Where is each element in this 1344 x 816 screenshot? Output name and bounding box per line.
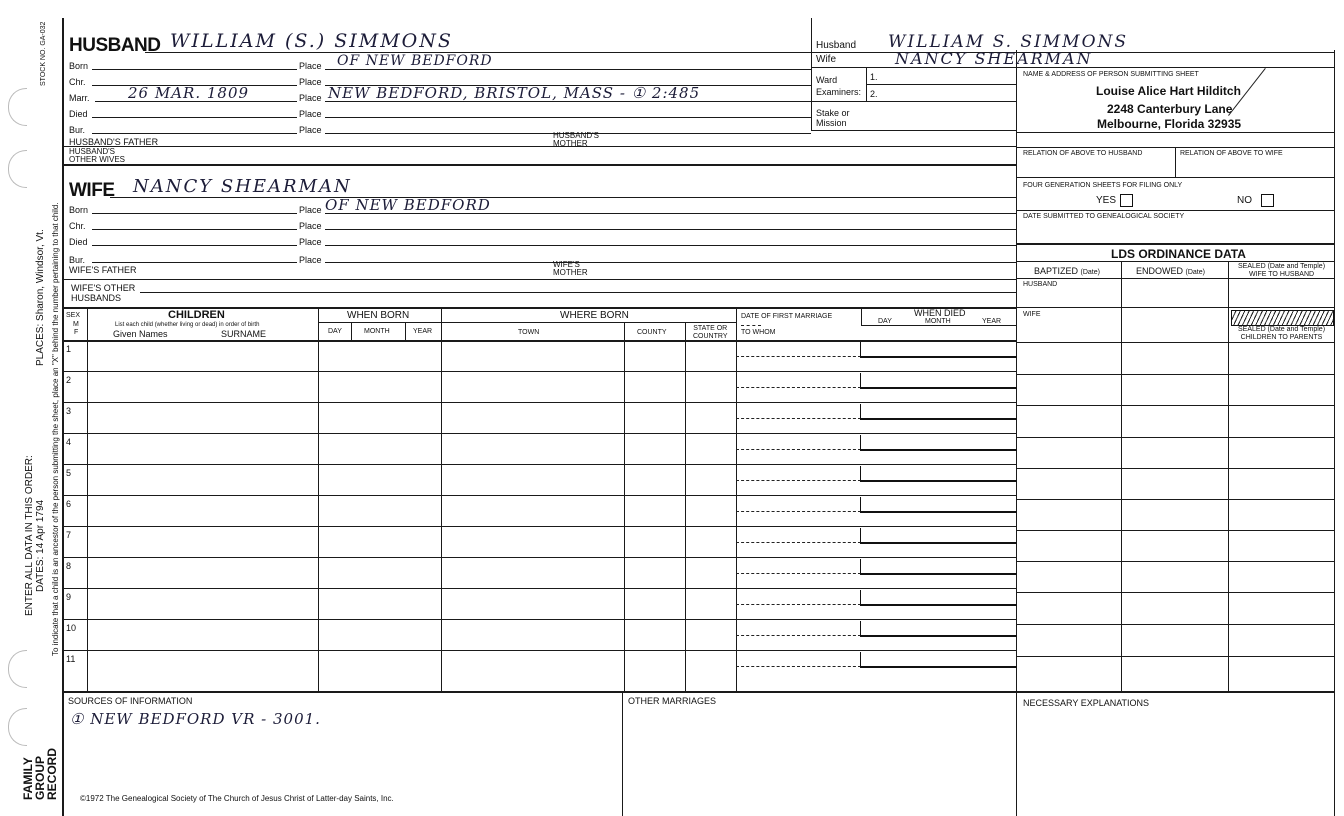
relation-wife-label: RELATION OF ABOVE TO WIFE	[1180, 150, 1283, 157]
wife-chr-place-label: Place	[299, 221, 322, 231]
husband-other-wives-label	[69, 148, 125, 164]
footer-top	[62, 691, 1335, 693]
to-whom-label: TO WHOM	[741, 329, 776, 336]
section-divider	[811, 18, 812, 131]
husband-born-label: Born	[69, 61, 89, 71]
rh-wife-value: NANCY SHEARMAN	[895, 49, 1093, 68]
col-line	[736, 307, 737, 691]
date-submitted-label: DATE SUBMITTED TO GENEALOGICAL SOCIETY	[1023, 213, 1185, 220]
line	[811, 130, 1016, 131]
surname-label: SURNAME	[221, 329, 267, 339]
child-row-number: 9	[66, 592, 72, 602]
sealed-hatch	[1231, 310, 1334, 326]
died-month-label: MONTH	[925, 318, 951, 325]
explanations-label: NECESSARY EXPLANATIONS	[1023, 698, 1150, 708]
lds-row-line	[1016, 437, 1335, 438]
county-label: COUNTY	[637, 329, 667, 336]
submitter-label: NAME & ADDRESS OF PERSON SUBMITTING SHEET	[1023, 71, 1199, 78]
child-row-number: 5	[66, 468, 72, 478]
sealed-wife-label	[1238, 263, 1325, 279]
endowed-label	[1136, 266, 1205, 278]
sources-value: ① NEW BEDFORD VR - 3001.	[70, 710, 321, 728]
line	[140, 292, 1016, 293]
endowed-date-text: (Date)	[1185, 269, 1205, 276]
wife-other-husbands-label	[71, 283, 135, 303]
dates-note: DATES: 14 Apr 1794	[35, 499, 46, 592]
line	[811, 67, 1335, 68]
wife-died-label: Died	[69, 237, 88, 247]
lds-row-line	[1016, 592, 1335, 593]
line	[325, 262, 1016, 263]
child-row-number: 2	[66, 375, 72, 385]
wife-bur-place-label: Place	[299, 255, 322, 265]
col-line	[441, 307, 442, 691]
row-line	[62, 464, 1016, 465]
line	[92, 117, 297, 118]
baptized-text: BAPTIZED	[1034, 266, 1079, 276]
right-panel-border	[1016, 50, 1017, 816]
form-title-line1: FAMILY	[21, 757, 35, 800]
col-line	[351, 322, 352, 340]
lds-husband-label: HUSBAND	[1023, 281, 1058, 288]
marriage-dash-line	[736, 449, 861, 450]
marriage-dash-line	[736, 511, 861, 512]
rh-husband-label: Husband	[816, 40, 857, 51]
marriage-dash-line	[736, 480, 861, 481]
died-bracket	[860, 590, 1017, 606]
line	[92, 133, 297, 134]
marriage-dash-line	[736, 387, 861, 388]
wife-father-label: WIFE'S FATHER	[69, 265, 137, 275]
sealed-wife-line2: WIFE TO HUSBAND	[1248, 271, 1315, 278]
row-line	[62, 588, 1016, 589]
marriage-dash-line	[736, 604, 861, 605]
line	[861, 325, 1016, 326]
wife-bur-label: Bur.	[69, 255, 86, 265]
examiner-2: 2.	[870, 89, 878, 99]
row-line	[62, 402, 1016, 403]
line	[441, 322, 736, 323]
rh-wife-label: Wife	[816, 54, 836, 65]
died-bracket	[860, 621, 1017, 637]
husband-marr-place-label: Place	[299, 93, 322, 103]
lds-row-line	[1016, 530, 1335, 531]
punch-hole	[8, 650, 27, 688]
ancestor-instruction: To indicate that a child is an ancestor of the person submitting the sheet, place an "X" behind the number pertaining to that child.	[51, 202, 60, 656]
when-born-label: WHEN BORN	[347, 310, 410, 321]
line	[1121, 261, 1122, 691]
punch-hole	[8, 88, 27, 126]
died-bracket	[860, 373, 1017, 389]
line	[318, 322, 441, 323]
line	[1016, 243, 1335, 245]
husband-chr-label: Chr.	[69, 77, 86, 87]
marriage-dash-line	[736, 573, 861, 574]
submitter-street: 2248 Canterbury Lane	[1107, 102, 1233, 116]
died-bracket	[860, 559, 1017, 575]
line	[1016, 261, 1335, 262]
yes-checkbox[interactable]	[1120, 194, 1133, 207]
line	[92, 262, 297, 263]
sealed-wife-line1: SEALED (Date and Temple)	[1238, 263, 1326, 270]
child-row-number: 4	[66, 437, 72, 447]
no-label: NO	[1237, 195, 1252, 206]
sealed-children-line1: SEALED (Date and Temple)	[1238, 326, 1326, 333]
child-row-number: 3	[66, 406, 72, 416]
died-bracket	[860, 528, 1017, 544]
died-bracket	[860, 342, 1017, 358]
line	[866, 84, 1016, 85]
col-line	[685, 322, 686, 691]
form-left-border	[62, 18, 64, 816]
no-checkbox[interactable]	[1261, 194, 1274, 207]
state-line1: STATE OR	[693, 325, 728, 332]
ward-label: Ward	[816, 75, 838, 85]
examiner-1: 1.	[870, 72, 878, 82]
husband-father-label: HUSBAND'S FATHER	[69, 137, 159, 147]
col-line	[861, 307, 862, 325]
marriage-dash-line	[736, 666, 861, 667]
stake-line2: Mission	[816, 118, 847, 128]
enter-all-note: ENTER ALL DATA IN THIS ORDER:	[24, 455, 35, 616]
marriage-dash-line	[736, 635, 861, 636]
husband-heading: HUSBAND	[69, 35, 161, 56]
lds-row-line	[1016, 656, 1335, 657]
line	[325, 117, 811, 118]
died-bracket	[860, 652, 1017, 668]
lds-row-line	[1016, 342, 1335, 343]
wife-mother-line1: WIFE'S	[553, 260, 580, 269]
wife-died-place-label: Place	[299, 237, 322, 247]
husband-chr-place-label: Place	[299, 77, 322, 87]
wife-born-label: Born	[69, 205, 89, 215]
line	[1016, 307, 1335, 308]
line	[325, 69, 811, 70]
baptized-label	[1034, 266, 1100, 278]
state-line2: COUNTRY	[693, 333, 728, 340]
lds-row-line	[1016, 561, 1335, 562]
wife-born-place-value: OF NEW BEDFORD	[325, 196, 491, 214]
wife-mother-line2: MOTHER	[553, 268, 588, 277]
lds-row-line	[1016, 499, 1335, 500]
submitter-name: Louise Alice Hart Hilditch	[1096, 84, 1241, 98]
line	[62, 146, 1016, 147]
line	[325, 229, 1016, 230]
husband-born-place-label: Place	[299, 61, 322, 71]
sex-m-label: M	[73, 321, 79, 328]
line	[62, 279, 1016, 280]
children-title: CHILDREN	[168, 309, 225, 321]
col-line	[624, 322, 625, 691]
line	[1175, 147, 1176, 177]
examiners-label: Examiners:	[816, 87, 862, 97]
husband-marr-place-value: NEW BEDFORD, BRISTOL, MASS - ① 2:485	[328, 84, 701, 102]
husband-bur-place-label: Place	[299, 125, 322, 135]
born-year-label: YEAR	[413, 328, 433, 335]
line	[92, 245, 297, 246]
died-bracket	[860, 497, 1017, 513]
other-marriages-label: OTHER MARRIAGES	[628, 696, 717, 706]
row-line	[62, 433, 1016, 434]
relation-husband-label: RELATION OF ABOVE TO HUSBAND	[1023, 150, 1143, 157]
wife-other-line1: WIFE'S OTHER	[71, 283, 136, 293]
died-day-label: DAY	[878, 318, 892, 325]
sources-label: SOURCES OF INFORMATION	[68, 696, 193, 706]
line	[92, 213, 297, 214]
right-edge	[1334, 50, 1335, 816]
sex-label: SEX	[66, 312, 81, 319]
stake-label	[816, 108, 850, 128]
row-line	[62, 371, 1016, 372]
lds-title: LDS ORDINANCE DATA	[1111, 247, 1246, 261]
born-day-label: DAY	[328, 328, 342, 335]
line	[811, 101, 1016, 102]
child-row-number: 8	[66, 561, 72, 571]
form-title-line2: GROUP	[33, 755, 47, 800]
line	[1016, 210, 1335, 211]
where-born-label: WHERE BORN	[560, 310, 629, 321]
sealed-children-label	[1238, 326, 1325, 342]
died-bracket	[860, 435, 1017, 451]
when-died-label: WHEN DIED	[914, 308, 966, 318]
wife-heading: WIFE	[69, 180, 115, 201]
died-bracket	[860, 466, 1017, 482]
husband-marr-label: Marr.	[69, 93, 90, 103]
lds-row-line	[1016, 468, 1335, 469]
lds-row-line	[1016, 374, 1335, 375]
punch-hole	[8, 150, 27, 188]
husband-marr-date-value: 26 MAR. 1809	[128, 84, 250, 102]
line	[1016, 132, 1335, 133]
first-marriage-label: DATE OF FIRST MARRIAGE	[741, 313, 833, 320]
places-note: PLACES: Sharon, Windsor, Vt.	[35, 229, 46, 366]
line	[325, 245, 1016, 246]
yes-label: YES	[1096, 195, 1117, 206]
husband-section-bottom	[62, 164, 1016, 166]
form-title-line3: RECORD	[45, 747, 59, 800]
lds-wife-label: WIFE	[1023, 311, 1041, 318]
line	[1016, 177, 1335, 178]
died-bracket	[860, 404, 1017, 420]
line	[92, 229, 297, 230]
state-country-label	[693, 325, 727, 341]
child-row-number: 7	[66, 530, 72, 540]
copyright: ©1972 The Genealogical Society of The Church of Jesus Christ of Latter-day Saints, Inc.	[80, 794, 394, 803]
child-row-number: 6	[66, 499, 72, 509]
form-title	[22, 748, 58, 800]
child-row-number: 11	[66, 654, 76, 664]
baptized-date-text: (Date)	[1080, 269, 1100, 276]
husband-other-wives-line2: OTHER WIVES	[69, 155, 126, 164]
punch-hole	[8, 708, 27, 746]
husband-died-place-label: Place	[299, 109, 322, 119]
submitter-city: Melbourne, Florida 32935	[1097, 117, 1242, 131]
given-names-label: Given Names	[113, 329, 168, 339]
row-line	[62, 557, 1016, 558]
wife-name-value: NANCY SHEARMAN	[133, 176, 352, 197]
husband-name-value: WILLIAM (S.) SIMMONS	[170, 30, 453, 52]
col-line	[87, 307, 88, 691]
row-line	[62, 495, 1016, 496]
sealed-children-line2: CHILDREN TO PARENTS	[1240, 334, 1323, 341]
husband-other-wives-line1: HUSBAND'S	[69, 147, 115, 156]
marriage-dash-line	[736, 418, 861, 419]
husband-mother-line1: HUSBAND'S	[553, 131, 599, 140]
husband-born-place-value: OF NEW BEDFORD	[337, 53, 493, 69]
row-line	[62, 650, 1016, 651]
husband-bur-label: Bur.	[69, 125, 86, 135]
wife-born-place-label: Place	[299, 205, 322, 215]
line	[92, 69, 297, 70]
born-month-label: MONTH	[364, 328, 390, 335]
endowed-text: ENDOWED	[1136, 266, 1183, 276]
children-note: List each child (whether living or dead) in order of birth	[115, 322, 260, 328]
four-gen-label: FOUR GENERATION SHEETS FOR FILING ONLY	[1023, 182, 1183, 189]
col-line	[318, 307, 319, 691]
rh-husband-value: WILLIAM S. SIMMONS	[888, 32, 1129, 52]
husband-mother-line2: MOTHER	[553, 139, 588, 148]
wife-mother-label	[553, 261, 588, 277]
wife-other-line2: HUSBANDS	[71, 293, 122, 303]
husband-died-label: Died	[69, 109, 88, 119]
stake-line1: Stake or	[816, 108, 850, 118]
marriage-dash-line	[736, 542, 861, 543]
line	[1016, 278, 1335, 279]
footer-divider	[622, 691, 623, 816]
row-line	[62, 619, 1016, 620]
stock-number: STOCK NO. GA-032	[40, 21, 47, 86]
town-label: TOWN	[518, 329, 540, 336]
child-row-number: 10	[66, 623, 77, 633]
child-row-number: 1	[66, 344, 72, 354]
lds-row-line	[1016, 405, 1335, 406]
wife-chr-label: Chr.	[69, 221, 86, 231]
lds-row-line	[1016, 624, 1335, 625]
col-line	[405, 322, 406, 340]
header-dash	[741, 325, 761, 326]
wife-name-line	[110, 197, 1016, 198]
row-line	[62, 526, 1016, 527]
marriage-dash-line	[736, 356, 861, 357]
died-year-label: YEAR	[982, 318, 1002, 325]
line	[1228, 261, 1229, 691]
sex-f-label: F	[74, 329, 79, 336]
